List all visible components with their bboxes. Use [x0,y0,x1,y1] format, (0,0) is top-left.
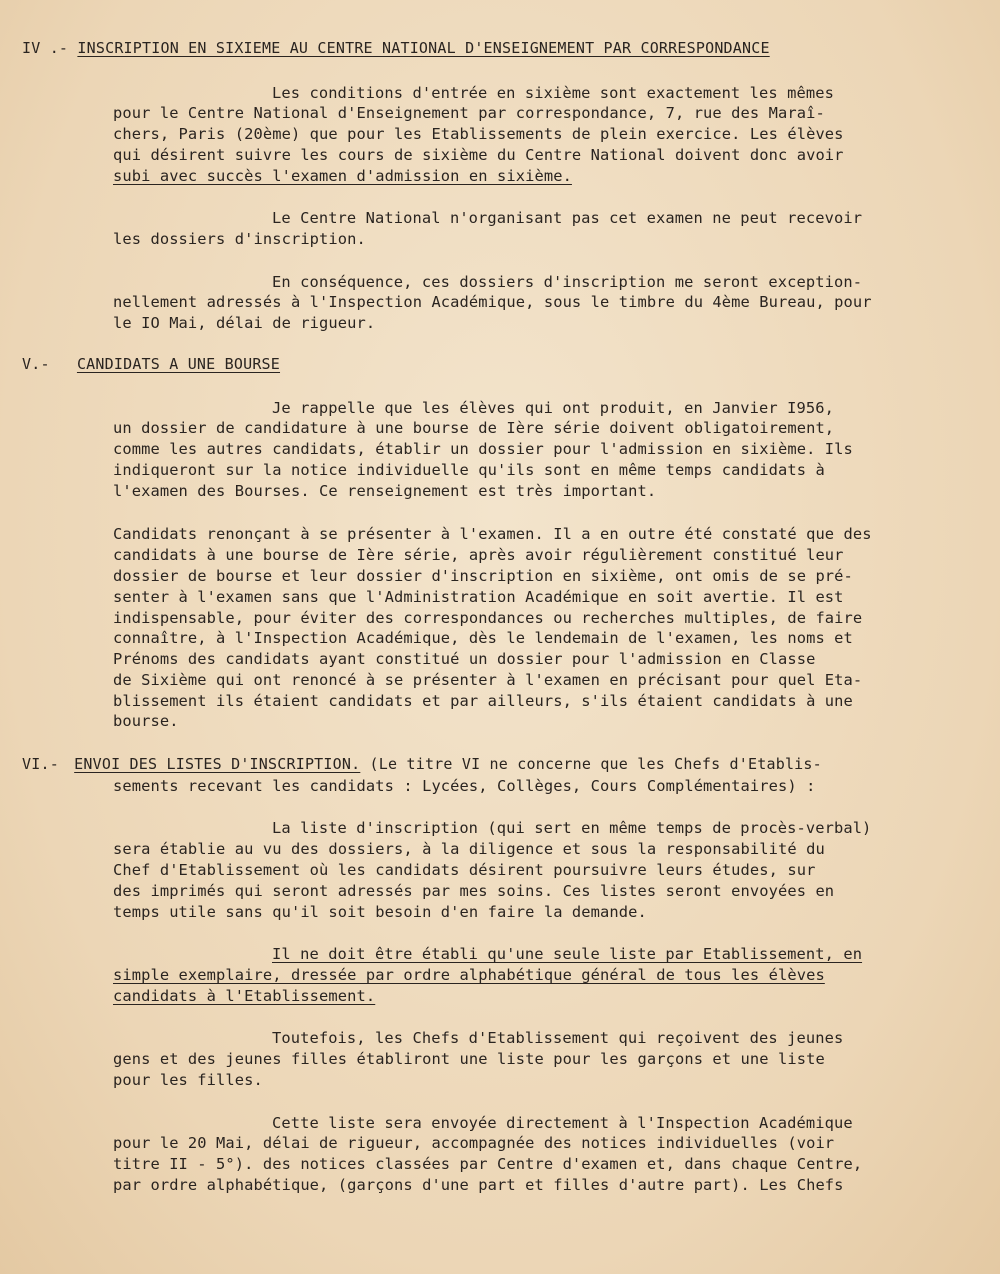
text-line: Candidats renonçant à se présenter à l'examen. Il a en outre été constaté que des [113,525,872,543]
text-line: l'examen des Bourses. Ce renseignement est très important. [113,482,657,500]
text-line: bourse. [113,712,179,730]
text-line: Toutefois, les Chefs d'Etablissement qui reçoivent des jeunes [272,1029,844,1047]
text-line: Les conditions d'entrée en sixième sont exactement les mêmes [272,84,834,102]
section-iv-heading [22,38,770,58]
text-line: indispensable, pour éviter des correspondances ou recherches multiples, de faire [113,609,863,627]
text-line: comme les autres candidats, établir un dossier pour l'admission en sixième. Ils [113,440,853,458]
text-line: qui désirent suivre les cours de sixième du Centre National doivent donc avoir [113,146,844,164]
text-line: un dossier de candidature à une bourse de Ière série doivent obligatoirement, [113,419,835,437]
section-vi-title-rest: (Le titre VI ne concerne que les Chefs d'Etablis- [360,755,822,773]
text-line: blissement ils étaient candidats et par ailleurs, s'ils étaient candidats à une [113,692,853,710]
text-line: des imprimés qui seront adressés par mes soins. Ces listes seront envoyées en [113,882,835,900]
section-vi-heading [22,754,822,774]
text-line: le IO Mai, délai de rigueur. [113,314,376,332]
section-v-number: V.- [22,355,50,373]
text-line: En conséquence, ces dossiers d'inscription me seront exception- [272,273,863,291]
text-line: indiqueront sur la notice individuelle qu'ils sont en même temps candidats à [113,461,825,479]
text-line: dossier de bourse et leur dossier d'inscription en sixième, ont omis de se pré- [113,567,853,585]
section-v-title: CANDIDATS A UNE BOURSE [76,355,281,373]
text-line: Prénoms des candidats ayant constitué un dossier pour l'admission en Classe [113,650,816,668]
section-v-heading [22,354,280,374]
text-line: sera établie au vu des dossiers, à la diligence et sous la responsabilité du [113,840,825,858]
text-line: chers, Paris (20ème) que pour les Etablissements de plein exercice. Les élèves [113,125,844,143]
text-line: Je rappelle que les élèves qui ont produit, en Janvier I956, [272,399,834,417]
text-line: candidats à une bourse de Ière série, après avoir régulièrement constitué leur [113,546,844,564]
section-vi-title-line2: sements recevant les candidats : Lycées, Collèges, Cours Complémentaires) : [113,777,816,795]
text-line: subi avec succès l'examen d'admission en sixième. [113,167,572,185]
text-line: La liste d'inscription (qui sert en même temps de procès-verbal) [272,819,872,837]
section-vi-number: VI.- [22,755,59,773]
section-vi-title: ENVOI DES LISTES D'INSCRIPTION. [74,755,361,773]
section-iv-number: IV .- [22,39,69,57]
text-line: senter à l'examen sans que l'Administration Académique en soit avertie. Il est [113,588,844,606]
text-line: de Sixième qui ont renoncé à se présenter à l'examen en précisant pour quel Eta- [113,671,863,689]
text-line: Chef d'Etablissement où les candidats désirent poursuivre leurs études, sur [113,861,816,879]
text-line: candidats à l'Etablissement. [113,987,376,1005]
text-line: temps utile sans qu'il soit besoin d'en faire la demande. [113,903,647,921]
text-line: Il ne doit être établi qu'une seule liste par Etablissement, en [272,945,863,963]
text-line: pour le Centre National d'Enseignement par correspondance, 7, rue des Maraî- [113,104,825,122]
text-line: simple exemplaire, dressée par ordre alphabétique général de tous les élèves [113,966,825,984]
text-line: les dossiers d'inscription. [113,230,366,248]
text-line: pour le 20 Mai, délai de rigueur, accompagnée des notices individuelles (voir [113,1134,835,1152]
text-line: gens et des jeunes filles établiront une liste pour les garçons et une liste [113,1050,825,1068]
section-iv-title: INSCRIPTION EN SIXIEME AU CENTRE NATIONAL D'ENSEIGNEMENT PAR CORRESPONDANCE [77,39,770,57]
text-line: pour les filles. [113,1071,263,1089]
text-line: connaître, à l'Inspection Académique, dès le lendemain de l'examen, les noms et [113,629,853,647]
text-line: titre II - 5°). des notices classées par Centre d'examen et, dans chaque Centre, [113,1155,863,1173]
text-line: nellement adressés à l'Inspection Académique, sous le timbre du 4ème Bureau, pour [113,293,872,311]
text-line: Cette liste sera envoyée directement à l'Inspection Académique [272,1114,853,1132]
text-line: Le Centre National n'organisant pas cet examen ne peut recevoir [272,209,863,227]
text-line: par ordre alphabétique, (garçons d'une part et filles d'autre part). Les Chefs [113,1176,844,1194]
